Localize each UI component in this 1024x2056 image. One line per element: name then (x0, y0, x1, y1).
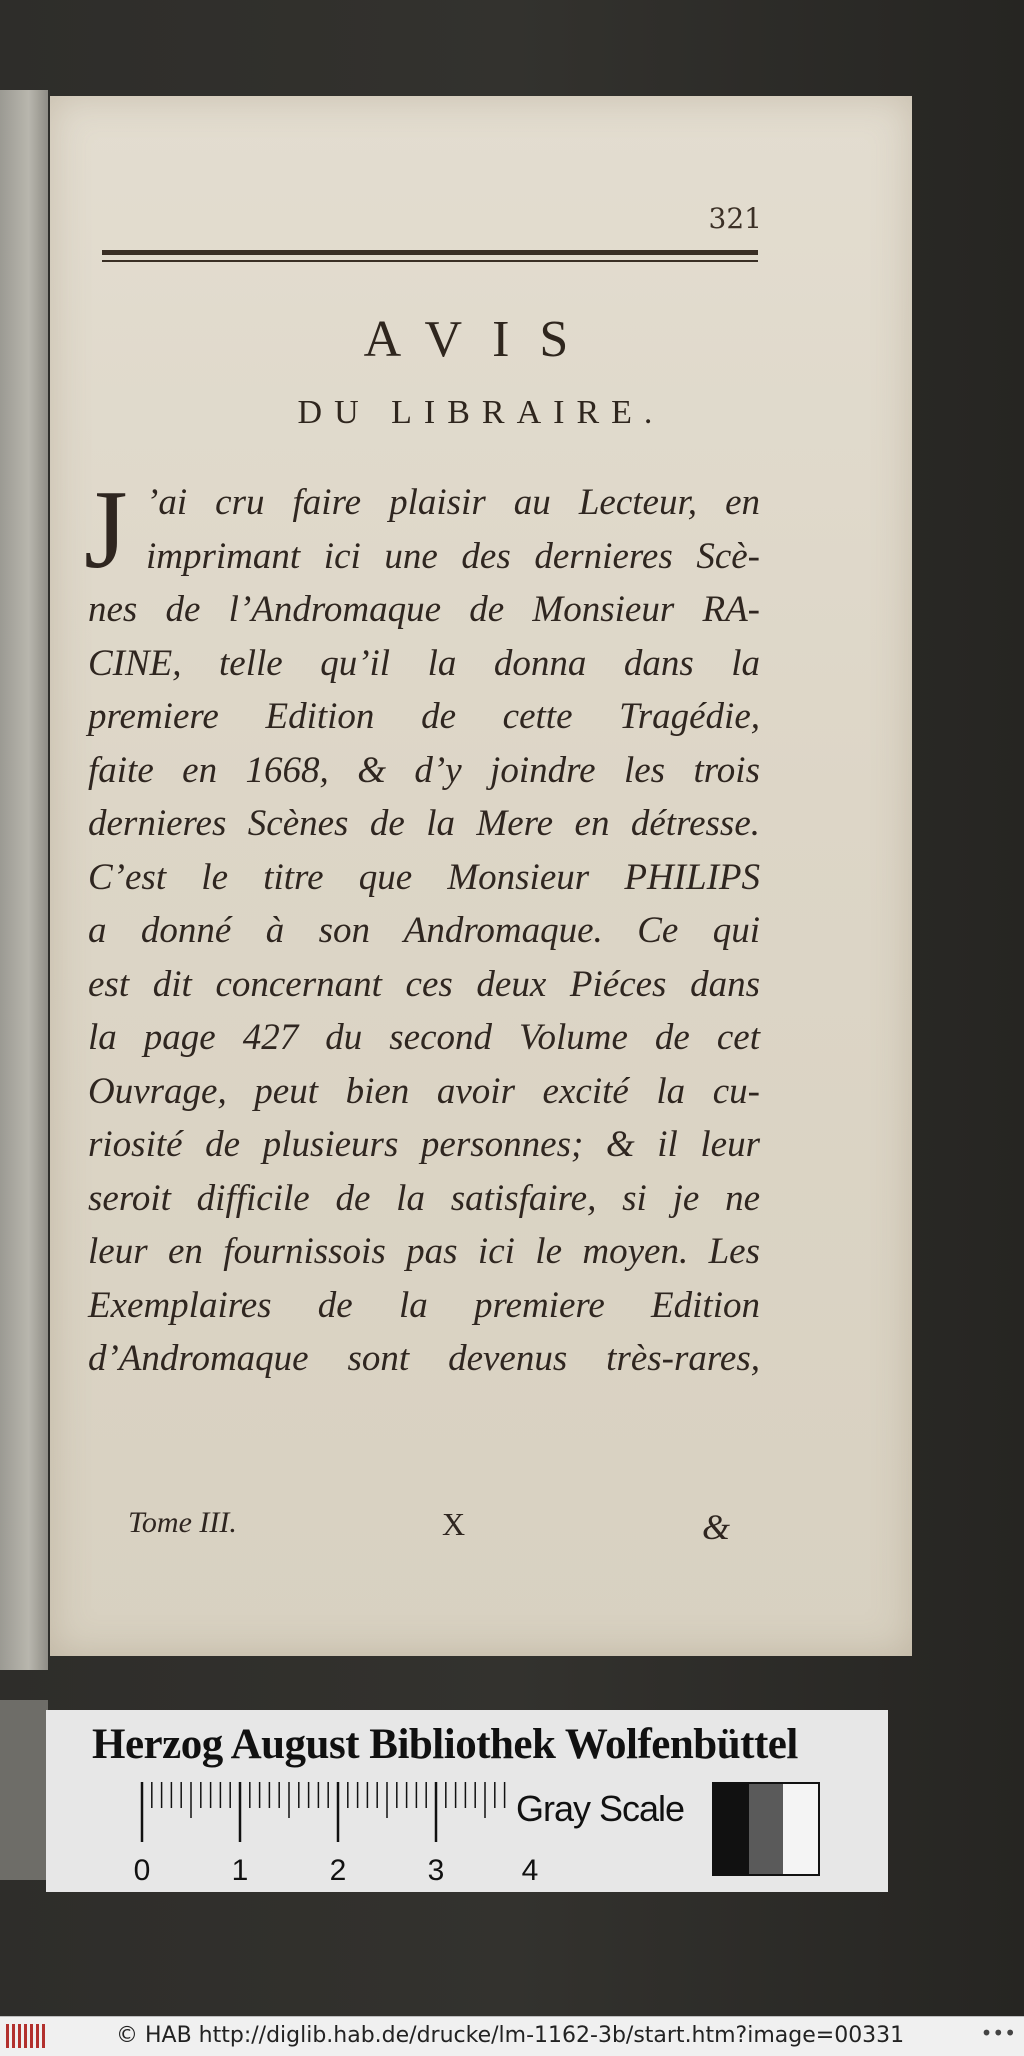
text-line: d’Andromaque sont devenus très-rares, (88, 1338, 760, 1379)
adjacent-page-edge (0, 90, 48, 1670)
text-line: nes de l’Andromaque de Monsieur RA- (88, 589, 760, 630)
copyright-link[interactable]: © HAB http://diglib.hab.de/drucke/lm-1162-3b/start.htm?image=00331 (116, 2023, 905, 2048)
institution-name: Herzog August Bibliothek Wolfenbüttel (92, 1721, 798, 1768)
text-line: est dit concernant ces deux Piéces dans (88, 963, 760, 1005)
text-line: imprimant ici une des dernieres Scè- (146, 535, 760, 577)
text-line: ’ai cru faire plaisir au Lecteur, en (146, 482, 760, 523)
drop-capital: J (84, 468, 128, 592)
text-line: faite en 1668, & d’y joindre les trois (88, 749, 760, 791)
footer-volume: Tome III. (128, 1506, 237, 1539)
book-page (50, 96, 912, 1656)
hab-logo-icon (6, 2024, 46, 2048)
text-line: premiere Edition de cette Tragédie, (88, 696, 760, 737)
text-line: la page 427 du second Volume de cet (88, 1017, 760, 1058)
swatch-gray (749, 1784, 784, 1874)
footer-catchword: & (702, 1507, 731, 1547)
text-line: leur en fournissois pas ici le moyen. Les (88, 1231, 760, 1272)
header-rule-thick (102, 250, 758, 255)
text-line: Exemplaires de la premiere Edition (88, 1284, 760, 1326)
header-rule-thin (102, 260, 758, 262)
ruler-label-3: 3 (427, 1854, 445, 1887)
ruler-label-0: 0 (133, 1854, 151, 1887)
ruler-ticks (142, 1782, 505, 1842)
text-line: C’est le titre que Monsieur PHILIPS (88, 856, 760, 898)
more-icon[interactable]: ••• (980, 2021, 1016, 2045)
footer-signature: X (442, 1506, 466, 1542)
swatch-black (714, 1784, 749, 1874)
status-bar (0, 2016, 1024, 2056)
page-number: 321 (708, 202, 762, 235)
scale-ruler (90, 1778, 539, 1888)
color-reference-card (46, 1710, 888, 1892)
text-line: riosité de plusieurs personnes; & il leur (88, 1124, 760, 1165)
grayscale-label: Gray Scale (516, 1788, 685, 1829)
body-text (88, 476, 760, 1386)
ruler-label-4: 4 (521, 1854, 539, 1887)
text-line: seroit difficile de la satisfaire, si je ne (88, 1177, 760, 1219)
text-line: Ouvrage, peut bien avoir excité la cu- (88, 1070, 760, 1112)
ruler-label-1: 1 (231, 1854, 249, 1887)
grayscale-swatches (712, 1782, 820, 1876)
swatch-white (783, 1784, 818, 1874)
adjacent-page-shadow (0, 1700, 48, 1880)
text-line: dernieres Scènes de la Mere en détresse. (88, 803, 760, 844)
text-line: CINE, telle qu’il la donna dans la (88, 642, 760, 684)
text-line: a donné à son Andromaque. Ce qui (88, 910, 760, 951)
ruler-label-2: 2 (329, 1854, 347, 1887)
page-title: AVIS (363, 311, 599, 368)
page-subtitle: DU LIBRAIRE. (297, 394, 665, 431)
